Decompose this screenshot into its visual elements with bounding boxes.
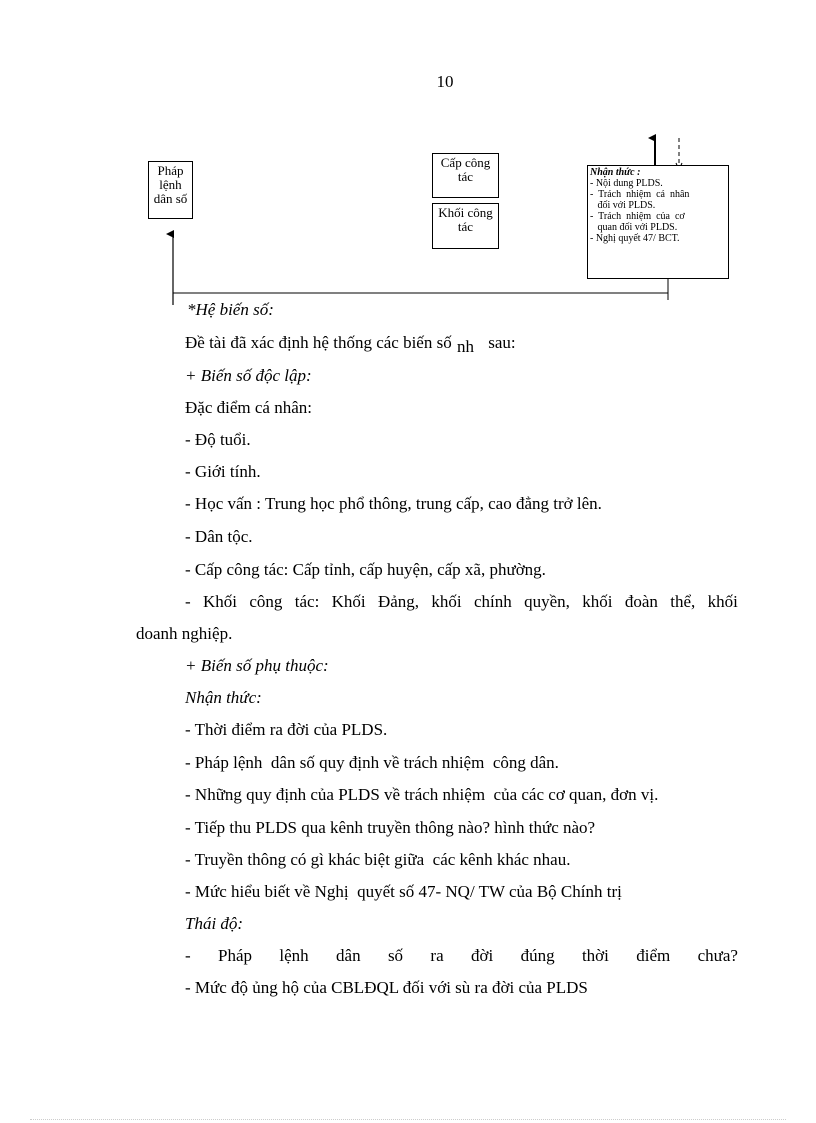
item-muc-do-ung-ho: - Mức độ ủng hộ của CBLĐQL đối với sù ra đời của PLDS [185,978,588,997]
box-nhan-thuc-item: - Nội dung PLDS. [590,178,663,189]
thai-do-word: ra [430,946,444,965]
item-phap-lenh: - Pháp lệnh dân số quy định về trách nhiệm công dân. [185,753,559,772]
box-phap-lenh [148,161,193,219]
box-khoi-cong-tac [432,203,499,249]
khoi-word: khối [707,592,738,611]
item-phap-lenh-ra-doi [185,946,738,966]
box-nhan-thuc-item: - Nghị quyết 47/ BCT. [590,233,680,244]
thai-do-heading: Thái độ: [185,914,244,933]
khoi-word: Khối [331,592,366,611]
item-dan-toc: - Dân tộc. [185,527,253,546]
khoi-word: tác: [294,592,320,611]
item-do-tuoi: - Độ tuổi. [185,430,251,449]
thai-do-word: số [387,946,404,965]
box-phap-lenh-line-2: lệnh [159,177,182,192]
item-cap-cong-tac: - Cấp công tác: Cấp tỉnh, cấp huyện, cấp xã, phường. [185,560,546,579]
item-khoi-cong-tac [185,592,738,612]
thai-do-word: chưa? [697,946,738,965]
box-nhan-thuc-item: - Trách nhiệm của cơ [590,211,685,222]
khoi-word: Đảng, [377,592,420,611]
bien-phu-thuoc-heading: + Biến số phụ thuộc: [185,656,329,675]
item-nhung-quy-dinh: - Những quy định của PLDS về trách nhiệm của các cơ quan, đơn vị. [185,785,659,804]
item-muc-hieu-biet: - Mức hiểu biết về Nghị quyết số 47- NQ/ TW của Bộ Chính trị [185,882,622,901]
page-number: 10 [436,72,454,91]
intro-paragraph [185,333,516,356]
thai-do-word: đời [471,946,494,965]
box-cap-cong-tac [432,153,499,198]
khoi-word: công [249,592,283,611]
box-khoi-cong-tac-line-2: tác [457,219,474,234]
box-nhan-thuc [587,165,729,279]
box-cap-cong-tac-line-2: tác [457,169,474,184]
item-hoc-van: - Học vấn : Trung học phổ thông, trung cấp, cao đẳng trở lên. [185,494,602,513]
box-phap-lenh-line-3: dân số [153,191,188,206]
khoi-word: - [185,592,191,611]
intro-text-b: sau: [488,333,516,352]
footer-rule [30,1119,786,1120]
khoi-word: đoàn [624,592,658,611]
khoi-word: khối [582,592,613,611]
khoi-word: quyền, [524,592,570,611]
thai-do-word: điểm [636,946,671,965]
item-truyen-thong: - Truyền thông có gì khác biệt giữa các kênh khác nhau. [185,850,571,869]
item-khoi-cong-tac-cont: doanh nghiệp. [136,624,233,643]
nhan-thuc-heading: Nhận thức: [185,688,262,707]
box-cap-cong-tac-line-1: Cấp công [440,155,491,170]
item-thoi-diem: - Thời điểm ra đời của PLDS. [185,720,388,739]
intro-text-nh: nh [456,337,474,356]
box-khoi-cong-tac-line-1: Khối công [438,205,493,220]
thai-do-word: thời [581,946,609,965]
intro-text-a: Đề tài đã xác định hệ thống các biến số [185,333,452,352]
thai-do-word: Pháp [218,946,253,965]
khoi-word: Khối [203,592,238,611]
thai-do-word: dân [336,946,361,965]
thai-do-word: - [185,946,191,965]
khoi-word: chính [473,592,512,611]
thai-do-word: lệnh [279,946,309,965]
box-phap-lenh-line-1: Pháp [157,163,184,178]
box-nhan-thuc-title: Nhận thức : [590,167,641,178]
thai-do-word: đúng [520,946,555,965]
dac-diem-heading: Đặc điểm cá nhân: [185,398,312,417]
bien-doc-lap-heading: + Biến số độc lập: [185,366,312,385]
he-bien-so-heading: *Hệ biến số: [187,300,274,319]
item-tiep-thu: - Tiếp thu PLDS qua kênh truyền thông nào? hình thức nào? [185,818,596,837]
khoi-word: khối [431,592,462,611]
box-nhan-thuc-item: đối với PLDS. [590,200,656,211]
box-nhan-thuc-item: quan đối với PLDS. [590,222,678,233]
box-nhan-thuc-item: - Trách nhiệm cá nhân [590,189,690,200]
khoi-word: thể, [670,592,696,611]
item-gioi-tinh: - Giới tính. [185,462,261,481]
